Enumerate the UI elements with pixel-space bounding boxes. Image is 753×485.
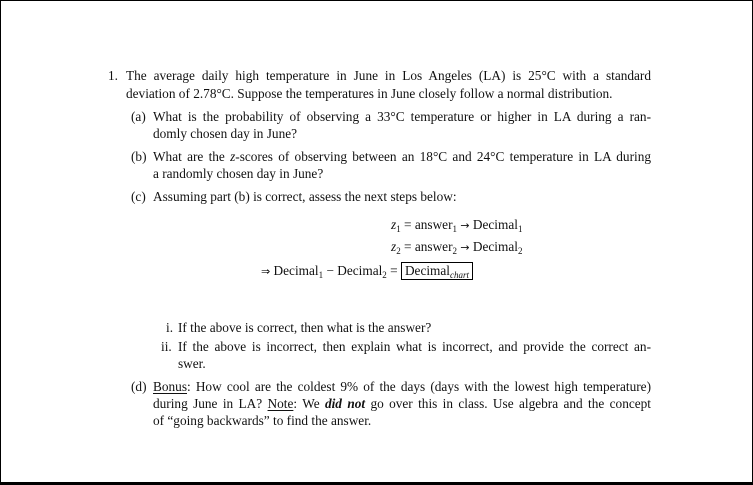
part-d-line-2-pre: during June in LA?: [153, 396, 268, 411]
boxed-decimal-chart: [401, 262, 473, 280]
subpart-ii-line-2: swer.: [178, 356, 206, 371]
subscript: 1: [452, 224, 458, 234]
part-d-line-2-mid: : We: [293, 396, 325, 411]
subpart-i-label: i.: [166, 320, 174, 335]
z-variable: z: [230, 149, 236, 164]
note-label: Note: [267, 396, 294, 411]
equation-z2: [391, 238, 522, 256]
subpart-ii-line-1: If the above is incorrect, then explain what is incorrect, and provide the correct an-: [178, 339, 651, 354]
equals-sign: =: [390, 263, 398, 278]
z-variable: z: [391, 239, 397, 254]
subscript: 1: [517, 224, 523, 234]
chart-subscript: chart: [450, 270, 469, 280]
minus-sign: −: [326, 263, 334, 278]
part-b-line-1: [153, 148, 651, 165]
intro-line-1: The average daily high temperature in June in Los Angeles (LA) is 25°C with a standard: [126, 68, 651, 83]
subscript: 1: [318, 270, 324, 280]
subscript: 2: [452, 246, 458, 256]
decimal-term: Decimal: [404, 263, 450, 278]
implies-arrow-icon: ⇒: [261, 265, 271, 278]
z-variable: z: [391, 217, 397, 232]
part-a-line-1: What is the probability of observing a 33°C temperature or higher in LA during a ran-: [153, 109, 651, 124]
equation-difference: [261, 262, 473, 280]
part-b-line-2: a randomly chosen day in June?: [153, 166, 324, 181]
subscript: 2: [396, 246, 401, 256]
part-a-label: (a): [131, 109, 146, 124]
equation-z1: [391, 216, 522, 234]
part-c-label: (c): [131, 189, 146, 204]
right-arrow-icon: →: [460, 219, 470, 232]
answer-term: answer: [414, 217, 453, 232]
part-c-text: Assuming part (b) is correct, assess the next steps below:: [153, 189, 457, 204]
part-b-label: (b): [131, 149, 147, 164]
decimal-term: Decimal: [472, 239, 518, 254]
part-a-line-2: domly chosen day in June?: [153, 126, 298, 141]
right-arrow-icon: →: [460, 241, 470, 254]
part-b-post: -scores of observing between an 18°C and 24°C temperature in LA during: [235, 149, 652, 164]
subscript: 2: [382, 270, 387, 280]
part-d-line-2: [153, 395, 651, 412]
bonus-label: Bonus: [153, 379, 187, 394]
did-not-emphasis: did not: [324, 396, 366, 411]
part-d-line-1: [153, 378, 651, 395]
equals-sign: =: [404, 239, 412, 254]
decimal-term: Decimal: [337, 263, 383, 278]
part-d-line-3: of “going backwards” to find the answer.: [153, 413, 372, 428]
intro-line-2: deviation of 2.78°C. Suppose the temperatures in June closely follow a normal distribution.: [126, 86, 613, 101]
subpart-i-text: If the above is correct, then what is the answer?: [178, 320, 432, 335]
part-b-pre: What are the: [153, 149, 231, 164]
part-d-label: (d): [131, 379, 147, 394]
decimal-term: Decimal: [472, 217, 518, 232]
answer-term: answer: [414, 239, 453, 254]
decimal-term: Decimal: [273, 263, 319, 278]
equals-sign: =: [404, 217, 412, 232]
part-d-line-1-text: : How cool are the coldest 9% of the days (days with the lowest high temperature): [187, 379, 651, 394]
subpart-ii-label: ii.: [161, 339, 172, 354]
problem-number: 1.: [108, 68, 118, 83]
subscript: 1: [396, 224, 401, 234]
subscript: 2: [517, 246, 523, 256]
part-d-line-2-post: go over this in class. Use algebra and the concept: [365, 396, 651, 411]
